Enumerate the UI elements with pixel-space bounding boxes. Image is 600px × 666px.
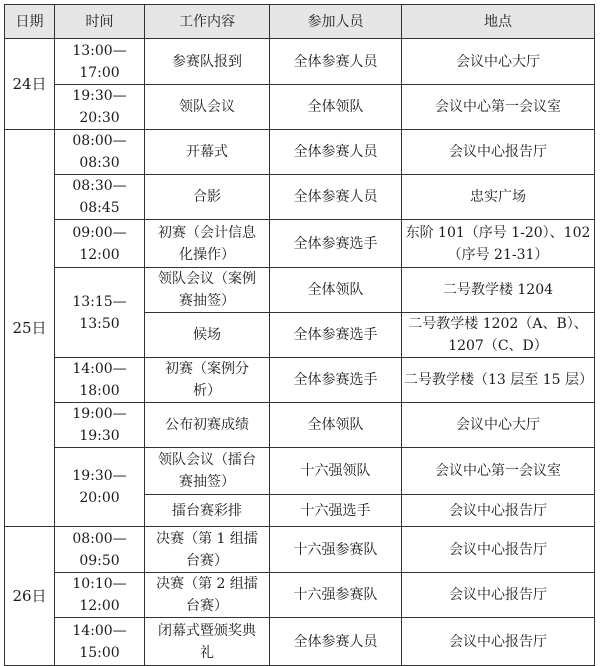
- location-cell: 忠实广场: [402, 175, 595, 220]
- time-cell: [55, 358, 145, 403]
- table-row: [5, 39, 595, 85]
- time-start: 08:00—: [72, 530, 127, 547]
- location-cell: 二号教学楼 1202（A、B）、1207（C、D）: [402, 313, 595, 358]
- table-row: [5, 618, 595, 666]
- task-cell: 候场: [145, 313, 270, 358]
- people-cell: 十六强参赛队: [270, 527, 402, 573]
- time-start: 08:30—: [72, 178, 127, 194]
- people-cell: 十六强参赛队: [270, 573, 402, 618]
- people-cell: 全体领队: [270, 268, 402, 313]
- task-cell: 参赛队报到: [145, 39, 270, 85]
- time-cell: [55, 220, 145, 268]
- time-cell: [55, 175, 145, 220]
- table-row: [5, 85, 595, 130]
- time-cell: [55, 268, 145, 358]
- header-location: 地点: [402, 5, 595, 39]
- people-cell: 全体参赛人员: [270, 618, 402, 666]
- time-end: 12:00: [79, 598, 120, 614]
- location-cell: 二号教学楼（13 层至 15 层）: [402, 358, 595, 403]
- people-cell: 全体领队: [270, 85, 402, 130]
- header-people: 参加人员: [270, 5, 402, 39]
- time-end: 08:45: [79, 200, 120, 216]
- location-cell: 会议中心报告厅: [402, 130, 595, 175]
- location-cell: 会议中心报告厅: [402, 618, 595, 666]
- time-end: 19:30: [79, 428, 120, 444]
- time-end: 18:00: [79, 383, 120, 399]
- time-cell: [55, 85, 145, 130]
- date-cell: 25日: [5, 130, 55, 527]
- time-end: 09:50: [79, 552, 120, 569]
- people-cell: 全体参赛选手: [270, 358, 402, 403]
- people-cell: 全体参赛选手: [270, 313, 402, 358]
- time-end: 17:00: [79, 64, 120, 81]
- time-start: 13:15—: [72, 293, 127, 310]
- header-row: [5, 5, 595, 39]
- time-cell: [55, 39, 145, 85]
- time-end: 08:30: [79, 155, 120, 171]
- header-task: 工作内容: [145, 5, 270, 39]
- schedule-table: [4, 4, 595, 666]
- time-start: 13:00—: [72, 42, 127, 59]
- table-row: [5, 448, 595, 495]
- time-end: 20:00: [79, 490, 120, 506]
- people-cell: 全体领队: [270, 403, 402, 448]
- people-cell: 全体参赛选手: [270, 220, 402, 268]
- time-cell: [55, 130, 145, 175]
- task-cell: 领队会议（案例赛抽签）: [145, 268, 270, 313]
- time-start: 10:10—: [72, 576, 127, 592]
- header-date: 日期: [5, 5, 55, 39]
- table-row: [5, 130, 595, 175]
- location-cell: 二号教学楼 1204: [402, 268, 595, 313]
- task-cell: 领队会议（擂台赛抽签）: [145, 448, 270, 495]
- task-cell: 初赛（会计信息化操作）: [145, 220, 270, 268]
- location-cell: 会议中心报告厅: [402, 495, 595, 527]
- location-cell: 东阶 101（序号 1-20）、102（序号 21-31）: [402, 220, 595, 268]
- table-row: [5, 358, 595, 403]
- date-cell: 26日: [5, 527, 55, 666]
- location-cell: 会议中心报告厅: [402, 573, 595, 618]
- task-cell: 开幕式: [145, 130, 270, 175]
- people-cell: 全体参赛人员: [270, 130, 402, 175]
- time-end: 15:00: [79, 644, 120, 661]
- people-cell: 全体参赛人员: [270, 175, 402, 220]
- table-row: [5, 220, 595, 268]
- task-cell: 合影: [145, 175, 270, 220]
- time-cell: [55, 448, 145, 527]
- time-cell: [55, 403, 145, 448]
- date-cell: 24日: [5, 39, 55, 130]
- task-cell: 决赛（第 2 组擂台赛）: [145, 573, 270, 618]
- time-cell: [55, 618, 145, 666]
- people-cell: 十六强领队: [270, 448, 402, 495]
- location-cell: 会议中心第一会议室: [402, 448, 595, 495]
- time-cell: [55, 573, 145, 618]
- location-cell: 会议中心第一会议室: [402, 85, 595, 130]
- time-start: 08:00—: [72, 133, 127, 149]
- people-cell: 全体参赛人员: [270, 39, 402, 85]
- time-start: 19:30—: [72, 88, 127, 104]
- time-start: 09:00—: [72, 224, 127, 241]
- header-time: 时间: [55, 5, 145, 39]
- time-cell: [55, 527, 145, 573]
- people-cell: 十六强选手: [270, 495, 402, 527]
- time-start: 14:00—: [72, 622, 127, 639]
- table-row: [5, 527, 595, 573]
- time-end: 20:30: [79, 110, 120, 126]
- table-row: [5, 268, 595, 313]
- task-cell: 领队会议: [145, 85, 270, 130]
- time-start: 14:00—: [72, 361, 127, 377]
- table-row: [5, 573, 595, 618]
- task-cell: 初赛（案例分析）: [145, 358, 270, 403]
- location-cell: 会议中心大厅: [402, 39, 595, 85]
- task-cell: 决赛（第 1 组擂台赛）: [145, 527, 270, 573]
- table-row: [5, 175, 595, 220]
- time-end: 12:00: [79, 246, 120, 263]
- location-cell: 会议中心报告厅: [402, 527, 595, 573]
- task-cell: 公布初赛成绩: [145, 403, 270, 448]
- table-row: [5, 403, 595, 448]
- location-cell: 会议中心大厅: [402, 403, 595, 448]
- time-start: 19:30—: [72, 468, 127, 484]
- time-end: 13:50: [79, 315, 120, 332]
- time-start: 19:00—: [72, 406, 127, 422]
- task-cell: 闭幕式暨颁奖典礼: [145, 618, 270, 666]
- task-cell: 擂台赛彩排: [145, 495, 270, 527]
